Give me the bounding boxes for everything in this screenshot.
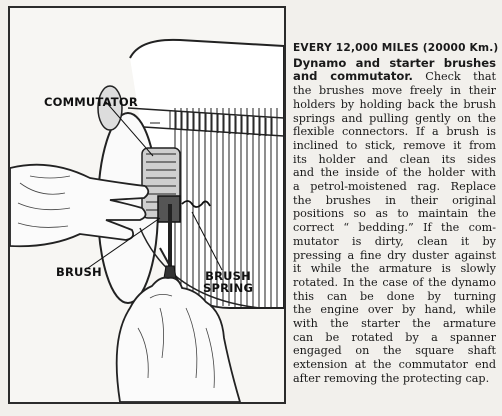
text-line	[293, 84, 496, 98]
body-phrase: a petrol-moistened rag. Replace	[293, 180, 496, 194]
text-line	[293, 125, 496, 139]
instruction-text	[293, 42, 499, 386]
text-line	[293, 358, 496, 372]
brush-spring-label	[203, 270, 253, 294]
bold-phrase: Dynamo and starter brushes	[293, 55, 496, 70]
body-phrase: pressing a fine dry duster against	[293, 248, 496, 262]
body-phrase: correct “ bedding.” If the com-	[293, 221, 496, 235]
body-phrase: it while the armature is slowly	[293, 262, 496, 276]
body-phrase: rotated. In the case of the dynamo	[293, 275, 496, 289]
text-line	[293, 235, 496, 249]
bold-phrase: and commutator.	[293, 69, 413, 84]
text-line	[293, 57, 496, 71]
text-line	[293, 290, 496, 304]
text-line	[293, 166, 496, 180]
body-phrase: inclined to stick, remove it from	[293, 138, 496, 152]
text-line	[293, 112, 496, 126]
service-interval-heading: EVERY 12,000 MILES (20000 Km.)	[293, 42, 499, 54]
instruction-lines	[293, 57, 496, 386]
body-phrase: and the inside of the holder with	[293, 166, 496, 180]
body-phrase: its holder and clean its sides	[293, 152, 496, 166]
body-phrase: positions so as to maintain the	[293, 207, 496, 221]
text-line	[293, 153, 496, 167]
text-line	[293, 317, 496, 331]
body-phrase: can be rotated by a spanner	[293, 330, 496, 344]
body-phrase: holders by holding back the brush	[293, 97, 496, 111]
text-line	[293, 180, 496, 194]
brush-spring-label-line2: SPRING	[203, 281, 254, 295]
text-line	[293, 139, 496, 153]
text-line	[293, 194, 496, 208]
brush-spring-label-line1: BRUSH	[205, 269, 251, 283]
body-phrase: this can be done by turning	[293, 289, 496, 303]
text-line	[293, 344, 496, 358]
text-line	[293, 207, 496, 221]
body-phrase: the engine over by hand, while	[293, 303, 496, 317]
body-phrase: flexible connectors. If a brush is	[293, 125, 496, 139]
brush-label: BRUSH	[56, 265, 102, 279]
body-phrase: the brushes move freely in their	[293, 84, 496, 98]
body-phrase: the brushes in their original	[293, 193, 496, 207]
text-line	[293, 221, 496, 235]
dynamo-illustration	[8, 6, 286, 404]
text-line	[293, 331, 496, 345]
body-phrase: with the starter the armature	[293, 317, 496, 331]
text-line	[293, 70, 496, 84]
body-phrase: mutator is dirty, clean it by	[293, 234, 496, 248]
text-line	[293, 303, 496, 317]
body-phrase: after removing the protecting cap.	[293, 371, 490, 385]
text-line	[293, 98, 496, 112]
body-phrase: Check that	[412, 70, 496, 84]
dynamo-drawing	[10, 8, 284, 402]
text-line	[293, 276, 496, 290]
text-line	[293, 372, 496, 386]
body-phrase: engaged on the square shaft	[293, 344, 496, 358]
commutator-label: COMMUTATOR	[44, 95, 138, 109]
body-phrase: springs and pulling gently on the	[293, 111, 496, 125]
text-line	[293, 262, 496, 276]
text-line	[293, 249, 496, 263]
body-phrase: extension at the commutator end	[293, 358, 496, 372]
